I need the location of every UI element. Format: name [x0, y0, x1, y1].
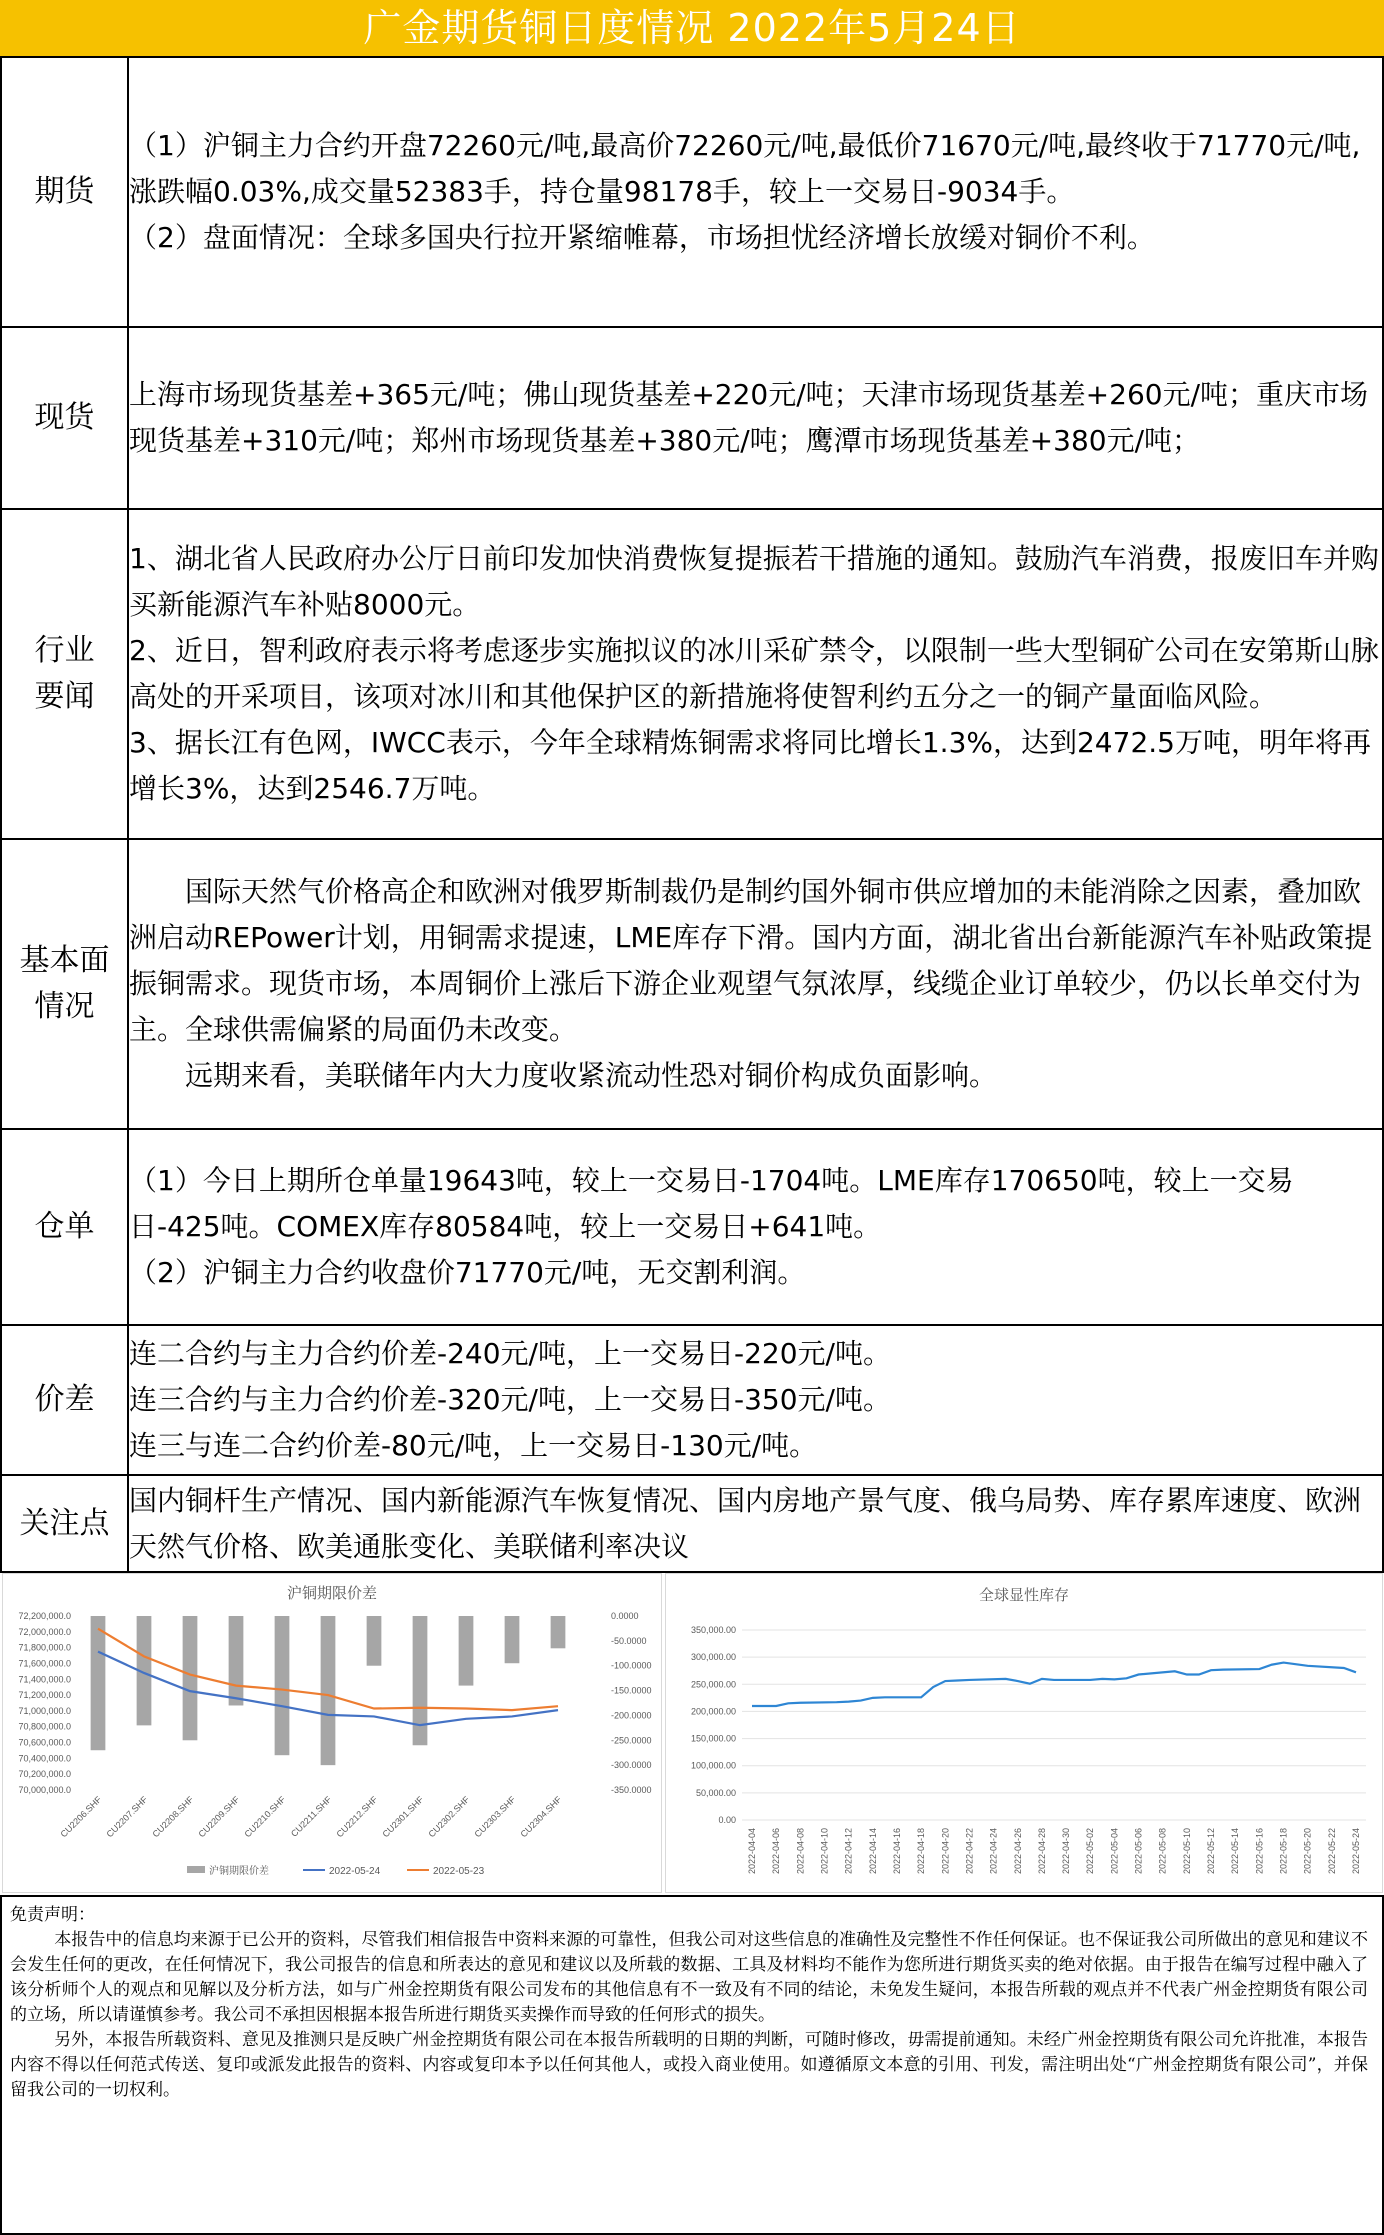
bar: [91, 1616, 106, 1750]
x-tick-label: 2022-04-24: [988, 1828, 999, 1875]
term-spread-chart-svg: [3, 1574, 661, 1892]
row-fundamentals: [1, 839, 1383, 1129]
y-left-tick-label: 70,000,000.0: [18, 1785, 71, 1795]
x-tick-label: 2022-05-02: [1085, 1828, 1096, 1875]
chart-title: 全球显性库存: [978, 1587, 1070, 1604]
y-right-tick-label: 0.0000: [611, 1611, 639, 1621]
row-focus: [1, 1475, 1383, 1572]
bar: [505, 1616, 520, 1663]
x-tick-label: 2022-04-20: [940, 1828, 951, 1875]
bar: [229, 1616, 244, 1705]
row-spread: [1, 1325, 1383, 1475]
y-left-tick-label: 72,200,000.0: [18, 1611, 71, 1621]
paragraph: （1）沪铜主力合约开盘72260元/吨,最高价72260元/吨,最低价71670元/吨,最终收于71770元/吨,涨跌幅0.03%,成交量52383手，持仓量98178手，较上一交易日-9034手。: [129, 129, 1361, 208]
x-tick-label: CU2212.SHF: [334, 1794, 380, 1840]
y-right-tick-label: -300.0000: [611, 1760, 652, 1771]
row-label: 价差: [1, 1325, 128, 1475]
bar: [367, 1616, 382, 1666]
y-right-tick-label: -50.0000: [611, 1635, 647, 1646]
x-tick-label: 2022-05-10: [1181, 1828, 1192, 1875]
row-content: [128, 509, 1383, 839]
y-tick-label: 350,000.00: [690, 1625, 736, 1635]
x-tick-label: 2022-05-16: [1254, 1828, 1265, 1875]
row-futures: [1, 57, 1383, 327]
row-label: 仓单: [1, 1129, 128, 1325]
paragraph: （2）盘面情况：全球多国央行拉开紧缩帷幕，市场担忧经济增长放缓对铜价不利。: [129, 221, 1155, 254]
row-content: [128, 1475, 1383, 1572]
row-label: 期货: [1, 57, 128, 327]
x-tick-label: CU2302.SHF: [426, 1794, 472, 1840]
x-tick-label: CU2210.SHF: [242, 1794, 288, 1840]
row-label: [1, 509, 128, 839]
x-tick-label: 2022-04-26: [1012, 1828, 1023, 1875]
row-label-text: 行业要闻: [34, 633, 95, 714]
report-title: 广金期货铜日度情况 2022年5月24日: [0, 0, 1384, 56]
row-content: [128, 1129, 1383, 1325]
y-tick-label: 150,000.00: [690, 1733, 736, 1744]
y-left-tick-label: 70,600,000.0: [18, 1737, 71, 1748]
y-left-tick-label: 71,200,000.0: [18, 1690, 71, 1701]
y-right-tick-label: -250.0000: [611, 1735, 652, 1746]
y-right-tick-label: -350.0000: [611, 1785, 652, 1795]
paragraph: 远期来看，美联储年内大力度收紧流动性恐对铜价构成负面影响。: [185, 1059, 998, 1092]
x-tick-label: CU2206.SHF: [58, 1794, 104, 1840]
bar: [183, 1616, 198, 1740]
y-left-tick-label: 72,000,000.0: [18, 1626, 71, 1637]
x-tick-label: 2022-04-14: [867, 1828, 878, 1875]
y-left-tick-label: 71,600,000.0: [18, 1658, 71, 1669]
row-label: 关注点: [1, 1475, 128, 1572]
y-tick-label: 250,000.00: [690, 1679, 736, 1690]
y-left-tick-label: 70,200,000.0: [18, 1769, 71, 1780]
y-right-tick-label: -100.0000: [611, 1660, 652, 1671]
paragraph: 1、湖北省人民政府办公厅日前印发加快消费恢复提振若干措施的通知。鼓励汽车消费，报废旧车并购买新能源汽车补贴8000元。: [129, 542, 1379, 621]
legend-swatch: [187, 1866, 205, 1873]
x-tick-label: CU2303.SHF: [472, 1794, 518, 1840]
row-label: [1, 839, 128, 1129]
paragraph: 连三与连二合约价差-80元/吨，上一交易日-130元/吨。: [129, 1429, 818, 1462]
x-tick-label: 2022-04-08: [795, 1828, 806, 1875]
bar: [459, 1616, 474, 1686]
x-tick-label: 2022-05-24: [1351, 1828, 1361, 1875]
row-content: [128, 839, 1383, 1129]
x-tick-label: 2022-04-10: [819, 1828, 830, 1875]
paragraph: （1）今日上期所仓单量19643吨，较上一交易日-1704吨。LME库存170650吨，较上一交易日-425吨。COMEX库存80584吨，较上一交易日+641吨。: [129, 1164, 1294, 1243]
y-left-tick-label: 70,800,000.0: [18, 1721, 71, 1732]
x-tick-label: 2022-04-06: [771, 1828, 782, 1875]
paragraph: 上海市场现货基差+365元/吨；佛山现货基差+220元/吨；天津市场现货基差+260元/吨；重庆市场现货基差+310元/吨；郑州市场现货基差+380元/吨；鹰潭市场现货基差+380元/吨；: [129, 378, 1369, 457]
x-tick-label: 2022-04-12: [843, 1828, 854, 1875]
x-tick-label: 2022-04-28: [1036, 1828, 1047, 1875]
x-tick-label: 2022-05-18: [1278, 1828, 1289, 1875]
paragraph: 3、据长江有色网，IWCC表示，今年全球精炼铜需求将同比增长1.3%，达到2472.5万吨，明年将再增长3%，达到2546.7万吨。: [129, 726, 1371, 805]
term-spread-chart: [2, 1573, 662, 1893]
bar: [551, 1616, 566, 1648]
paragraph: （2）沪铜主力合约收盘价71770元/吨，无交割利润。: [129, 1256, 806, 1289]
y-tick-label: 50,000.00: [695, 1787, 736, 1798]
x-tick-label: CU2304.SHF: [518, 1794, 564, 1840]
x-tick-label: CU2211.SHF: [288, 1794, 334, 1839]
x-tick-label: 2022-05-12: [1206, 1828, 1217, 1875]
y-right-tick-label: -200.0000: [611, 1710, 652, 1721]
x-tick-label: 2022-05-04: [1109, 1828, 1120, 1875]
y-left-tick-label: 70,400,000.0: [18, 1753, 71, 1764]
inventory-chart: [665, 1573, 1383, 1893]
charts-area: [0, 1571, 1384, 1896]
x-tick-label: CU2207.SHF: [104, 1794, 150, 1840]
y-tick-label: 300,000.00: [690, 1652, 736, 1663]
disclaimer-paragraph: 另外，本报告所载资料、意见及推测只是反映广州金控期货有限公司在本报告所载明的日期的判断，可随时修改，毋需提前通知。未经广州金控期货有限公司允许批准，本报告内容不得以任何范式传送、复印或派发此报告的资料、内容或复印本予以任何其他人，或投入商业使用。如遵循原文本意的引用、刊发，需注明出处“广州金控期货有限公司”，并保留我公司的一切权利。: [10, 2030, 1368, 2100]
x-tick-label: 2022-04-18: [916, 1828, 927, 1875]
paragraph: 国际天然气价格高企和欧洲对俄罗斯制裁仍是制约国外铜市供应增加的未能消除之因素，叠加欧洲启动REPower计划，用铜需求提速，LME库存下滑。国内方面，湖北省出台新能源汽车补贴政策提振铜需求。现货市场，本周铜价上涨后下游企业观望气氛浓厚，线缆企业订单较少，仍以长单交付为主。全球供需偏紧的局面仍未改变。: [129, 875, 1373, 1046]
legend-label: 2022-05-24: [329, 1866, 381, 1877]
x-tick-label: CU2301.SHF: [380, 1794, 426, 1840]
legend-label: 2022-05-23: [433, 1866, 485, 1877]
y-tick-label: 0.00: [718, 1815, 736, 1825]
row-warehouse: [1, 1129, 1383, 1325]
report-table: [0, 56, 1384, 1573]
y-tick-label: 100,000.00: [690, 1760, 736, 1771]
row-content: [128, 1325, 1383, 1475]
row-content: [128, 57, 1383, 327]
x-tick-label: 2022-05-14: [1230, 1828, 1241, 1875]
x-tick-label: 2022-04-16: [891, 1828, 902, 1875]
y-tick-label: 200,000.00: [690, 1706, 736, 1717]
x-tick-label: 2022-04-22: [964, 1828, 975, 1875]
x-tick-label: 2022-04-30: [1061, 1828, 1072, 1875]
x-tick-label: 2022-05-08: [1157, 1828, 1168, 1875]
inventory-chart-svg: [666, 1574, 1382, 1892]
y-left-tick-label: 71,000,000.0: [18, 1705, 71, 1716]
y-left-tick-label: 71,800,000.0: [18, 1642, 71, 1653]
paragraph: 连二合约与主力合约价差-240元/吨，上一交易日-220元/吨。: [129, 1337, 891, 1370]
paragraph: 连三合约与主力合约价差-320元/吨，上一交易日-350元/吨。: [129, 1383, 891, 1416]
x-tick-label: 2022-05-20: [1302, 1828, 1313, 1875]
x-tick-label: 2022-04-04: [747, 1828, 757, 1875]
row-label-text: 基本面情况: [19, 943, 110, 1024]
chart-title: 沪铜期限价差: [286, 1585, 378, 1602]
legend-label: 沪铜期限价差: [209, 1866, 269, 1877]
disclaimer-paragraph: 本报告中的信息均来源于已公开的资料，尽管我们相信报告中资料来源的可靠性，但我公司对这些信息的准确性及完整性不作任何保证。也不保证我公司所做出的意见和建议不会发生任何的更改，在任何情况下，我公司报告的信息和所表达的意见和建议以及所载的数据、工具及材料均不能作为您所进行期货买卖的绝对依据。由于报告在编写过程中融入了该分析师个人的观点和见解以及分析方法，如与广州金控期货有限公司发布的其他信息有不一致及有不同的结论，未免发生疑问，本报告所载的观点并不代表广州金控期货有限公司的立场，所以请谨慎参考。我公司不承担因根据本报告所进行期货买卖操作而导致的任何形式的损失。: [10, 1930, 1368, 2025]
bar: [275, 1616, 290, 1755]
disclaimer-title: 免责声明：: [10, 1905, 95, 1925]
x-tick-label: 2022-05-06: [1133, 1828, 1144, 1875]
x-tick-label: 2022-05-22: [1326, 1828, 1337, 1875]
y-right-tick-label: -150.0000: [611, 1685, 652, 1696]
x-tick-label: CU2208.SHF: [150, 1794, 196, 1840]
paragraph: 2、近日，智利政府表示将考虑逐步实施拟议的冰川采矿禁令，以限制一些大型铜矿公司在安第斯山脉高处的开采项目，该项对冰川和其他保护区的新措施将使智利约五分之一的铜产量面临风险。: [129, 634, 1379, 713]
disclaimer: [0, 1895, 1384, 2235]
y-left-tick-label: 71,400,000.0: [18, 1674, 71, 1685]
row-industry-news: [1, 509, 1383, 839]
row-content: [128, 327, 1383, 509]
row-spot: [1, 327, 1383, 509]
paragraph: 国内铜杆生产情况、国内新能源汽车恢复情况、国内房地产景气度、俄乌局势、库存累库速度、欧洲天然气价格、欧美通胀变化、美联储利率决议: [129, 1483, 1362, 1563]
bar: [321, 1616, 336, 1765]
x-tick-label: CU2209.SHF: [196, 1794, 242, 1840]
row-label: 现货: [1, 327, 128, 509]
